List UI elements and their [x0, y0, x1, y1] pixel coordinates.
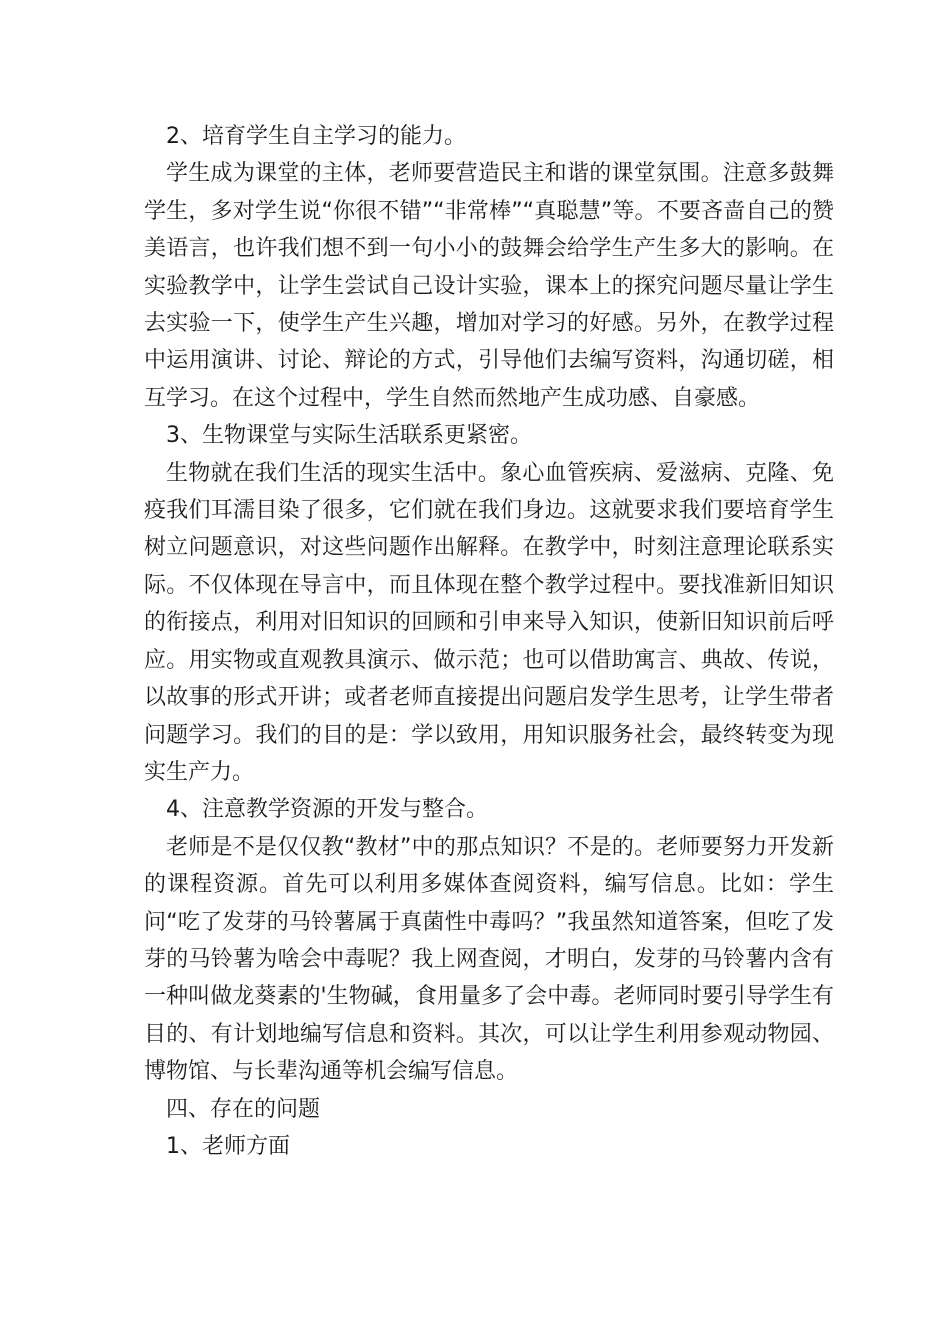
section-heading-3: 3、生物课堂与实际生活联系更紧密。 [166, 423, 532, 449]
section-paragraph-2: 学生成为课堂的主体，老师要营造民主和谐的课堂氛围。注意多鼓舞学生，多对学生说“你很不错”“非常棒”“真聪慧”等。不要吝啬自己的赞美语言，也许我们想不到一句小小的鼓舞会给学生产生多大的影响。在实验教学中，让学生尝试自己设计实验，课本上的探究问题尽量让学生去实验一下，使学生产生兴趣，增加对学习的好感。另外，在教学过程中运用演讲、讨论、辩论的方式，引导他们去编写资料，沟通切磋，相互学习。在这个过程中，学生自然而然地产生成功感、自豪感。 [144, 161, 834, 411]
subheading-teacher: 1、老师方面 [166, 1133, 290, 1159]
section-paragraph-3: 生物就在我们生活的现实生活中。象心血管疾病、爱滋病、克隆、免疫我们耳濡目染了很多，它们就在我们身边。这就要求我们要培育学生树立问题意识，对这些问题作出解释。在教学中，时刻注意理论联系实际。不仅体现在导言中，而且体现在整个教学过程中。要找准新旧知识的衔接点，利用对旧知识的回顾和引申来导入知识，使新旧知识前后呼应。用实物或直观教具演示、做示范；也可以借助寓言、典故、传说，以故事的形式开讲；或者老师直接提出问题启发学生思考，让学生带者问题学习。我们的目的是：学以致用，用知识服务社会，最终转变为现实生产力。 [144, 460, 834, 785]
section-paragraph-4: 老师是不是仅仅教“教材”中的那点知识？不是的。老师要努力开发新的课程资源。首先可以利用多媒体查阅资料，编写信息。比如：学生问“吃了发芽的马铃薯属于真菌性中毒吗？”我虽然知道答案，但吃了发芽的马铃薯为啥会中毒呢？我上网查阅，才明白，发芽的马铃薯内含有一种叫做龙葵素的'生物碱，食用量多了会中毒。老师同时要引导学生有目的、有计划地编写信息和资料。其次，可以让学生利用参观动物园、博物馆、与长辈沟通等机会编写信息。 [144, 834, 834, 1085]
part-heading-problems: 四、存在的问题 [166, 1096, 321, 1122]
section-heading-2: 2、培育学生自主学习的能力。 [166, 124, 466, 149]
document-body [144, 118, 834, 1165]
section-heading-4: 4、注意教学资源的开发与整合。 [166, 797, 488, 823]
